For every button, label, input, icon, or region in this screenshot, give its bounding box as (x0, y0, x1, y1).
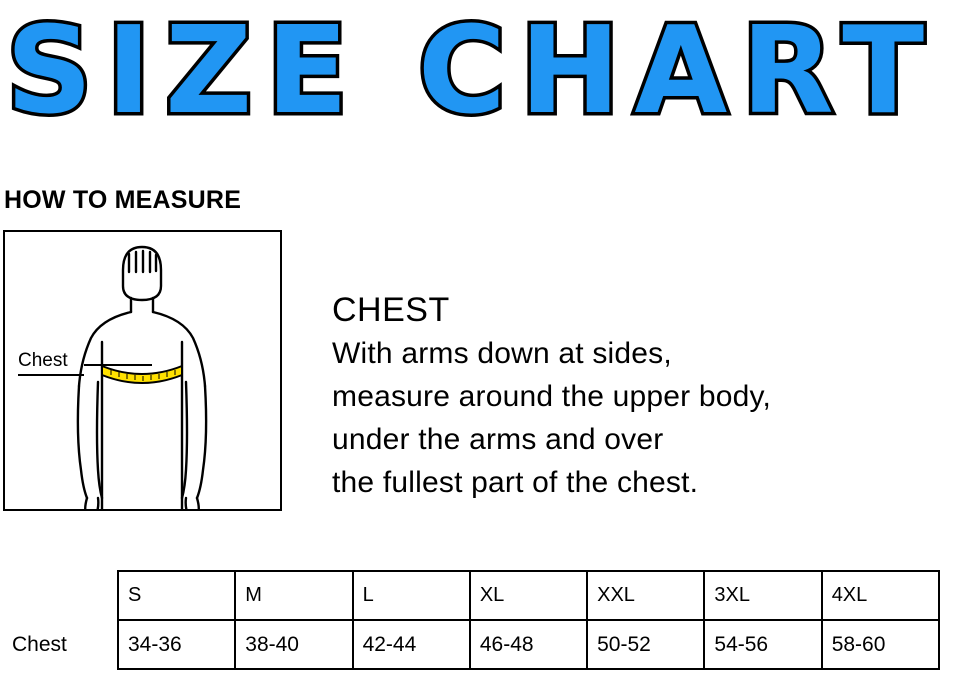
figure-chest-leader-line (84, 364, 152, 366)
description-block (332, 288, 932, 504)
table-header-3xl: 3XL (704, 571, 821, 620)
table-cell-chest-4xl: 58-60 (822, 620, 939, 669)
description-heading: CHEST (332, 291, 450, 329)
figure-chest-underline (18, 374, 84, 376)
table-cell-chest-3xl: 54-56 (704, 620, 821, 669)
description-line-4: the fullest part of the chest. (332, 466, 699, 499)
table-row (0, 620, 939, 669)
page-title (0, 0, 954, 150)
table-row-label-chest: Chest (12, 632, 67, 656)
table-header-row (0, 571, 939, 620)
description-line-3: under the arms and over (332, 423, 664, 456)
description-line-1: With arms down at sides, (332, 337, 672, 370)
size-table (0, 570, 940, 670)
how-to-measure-heading: HOW TO MEASURE (4, 186, 242, 214)
table-header-s: S (118, 571, 235, 620)
description-body (332, 332, 932, 504)
table-cell-chest-m: 38-40 (235, 620, 352, 669)
description-line-2: measure around the upper body, (332, 380, 772, 413)
figure-chest-label: Chest (18, 350, 68, 371)
table-header-m: M (235, 571, 352, 620)
tape-measure-icon (102, 366, 182, 383)
table-cell-chest-xl: 46-48 (470, 620, 587, 669)
page-title-text: SIZE CHART (6, 2, 939, 141)
table-header-4xl: 4XL (822, 571, 939, 620)
table-header-xl: XL (470, 571, 587, 620)
table-corner-cell (0, 571, 118, 620)
table-header-l: L (353, 571, 470, 620)
table-cell-chest-s: 34-36 (118, 620, 235, 669)
table-cell-chest-xxl: 50-52 (587, 620, 704, 669)
table-cell-chest-l: 42-44 (353, 620, 470, 669)
table-header-xxl: XXL (587, 571, 704, 620)
